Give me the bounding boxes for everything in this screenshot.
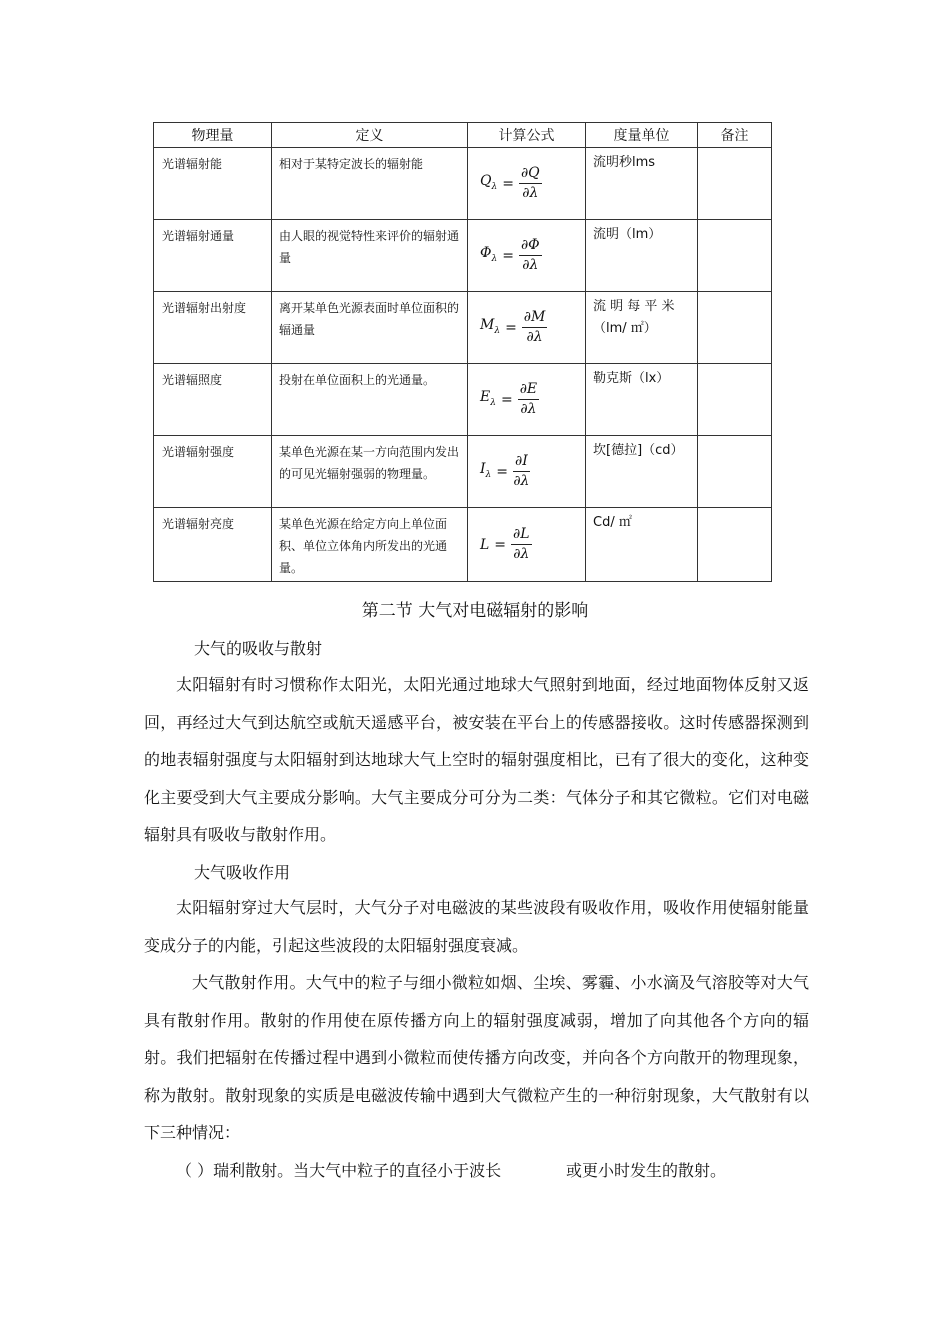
section-title: 第二节 大气对电磁辐射的影响 [361,601,589,621]
quantity-definition: 由人眼的视觉特性来评价的辐射通量 [272,220,468,292]
paragraph-solar-radiation: 太阳辐射有时习惯称作太阳光，太阳光通过地球大气照射到地面，经过地面物体反射又返回，再经过大气到达航空或航天遥感平台，被安装在平台上的传感器接收。这时传感器探测到的地表辐射强度与太阳辐射到达地球大气上空时的辐射强度相比，已有了很大的变化，这种变化主要受到大气主要成分影响。大气主要成分可分为二类：气体分子和其它微粒。它们对电磁辐射具有吸收与散射作用。 [144,675,809,844]
table-row [154,436,772,508]
table-row [154,292,772,364]
quantity-name: 光谱辐照度 [154,364,272,436]
quantity-unit: 流明秒lms [586,148,698,220]
quantity-name: 光谱辐射出射度 [154,292,272,364]
physical-quantities-table [153,122,772,582]
quantity-formula: $M_\lambda$ = $\frac{\partial M}{\partial\lambda}$ [468,292,586,364]
paragraph-scattering: 大气散射作用。大气中的粒子与细小微粒如烟、尘埃、雾霾、小水滴及气溶胶等对大气具有散射作用。散射的作用使在原传播方向上的辐射强度减弱，增加了向其他各个方向的辐射。我们把辐射在传播过程中遇到小微粒而使传播方向改变，并向各个方向散开的物理现象，称为散射。散射现象的实质是电磁波传输中遇到大气微粒产生的一种衍射现象，大气散射有以下三种情况： [144,973,809,1142]
table-header-row [154,123,772,148]
quantity-unit: 坎[德拉]（cd） [586,436,698,508]
quantity-note [698,292,772,364]
header-unit: 度量单位 [586,123,698,148]
quantity-unit: 流明（lm） [586,220,698,292]
quantity-note [698,220,772,292]
quantity-name: 光谱辐射亮度 [154,508,272,582]
quantity-name: 光谱辐射通量 [154,220,272,292]
quantity-name: 光谱辐射强度 [154,436,272,508]
header-quantity: 物理量 [154,123,272,148]
quantity-formula: $\Phi_\lambda$ = $\frac{\partial\Phi}{\partial\lambda}$ [468,220,586,292]
rayleigh-line-part-1: （ ）瑞利散射。当大气中粒子的直径小于波长 [176,1161,502,1180]
header-note: 备注 [698,123,772,148]
table-row [154,508,772,582]
paragraph-absorption: 太阳辐射穿过大气层时，大气分子对电磁波的某些波段有吸收作用，吸收作用使辐射能量变成分子的内能，引起这些波段的太阳辐射强度衰减。 [144,898,809,955]
table-row [154,220,772,292]
quantity-unit: 勒克斯（lx） [586,364,698,436]
quantity-unit: Cd/ ㎡ [586,508,698,582]
header-formula: 计算公式 [468,123,586,148]
quantity-definition: 离开某单色光源表面时单位面积的辐通量 [272,292,468,364]
quantity-formula: L = $\frac{\partial L}{\partial\lambda}$ [468,508,586,582]
quantity-note [698,148,772,220]
quantity-formula: $I_\lambda$ = $\frac{\partial I}{\partial\lambda}$ [468,436,586,508]
header-definition: 定义 [272,123,468,148]
quantity-definition: 投射在单位面积上的光通量。 [272,364,468,436]
quantity-definition: 某单色光源在给定方向上单位面积、单位立体角内所发出的光通量。 [272,508,468,582]
quantity-note [698,508,772,582]
quantity-definition: 相对于某特定波长的辐射能 [272,148,468,220]
subheading-absorption: 大气吸收作用 [194,863,291,882]
rayleigh-line-part-2: 或更小时发生的散射。 [566,1161,727,1180]
quantity-unit: 流 明 每 平 米（lm/ ㎡） [586,292,698,364]
quantity-note [698,436,772,508]
table-row [154,364,772,436]
quantity-definition: 某单色光源在某一方向范围内发出的可见光辐射强弱的物理量。 [272,436,468,508]
subheading-absorption-scattering: 大气的吸收与散射 [194,639,323,658]
quantity-formula: $E_\lambda$ = $\frac{\partial E}{\partial\lambda}$ [468,364,586,436]
quantity-name: 光谱辐射能 [154,148,272,220]
quantity-note [698,364,772,436]
table-row [154,148,772,220]
quantity-formula: $Q_\lambda$ = $\frac{\partial Q}{\partial\lambda}$ [468,148,586,220]
